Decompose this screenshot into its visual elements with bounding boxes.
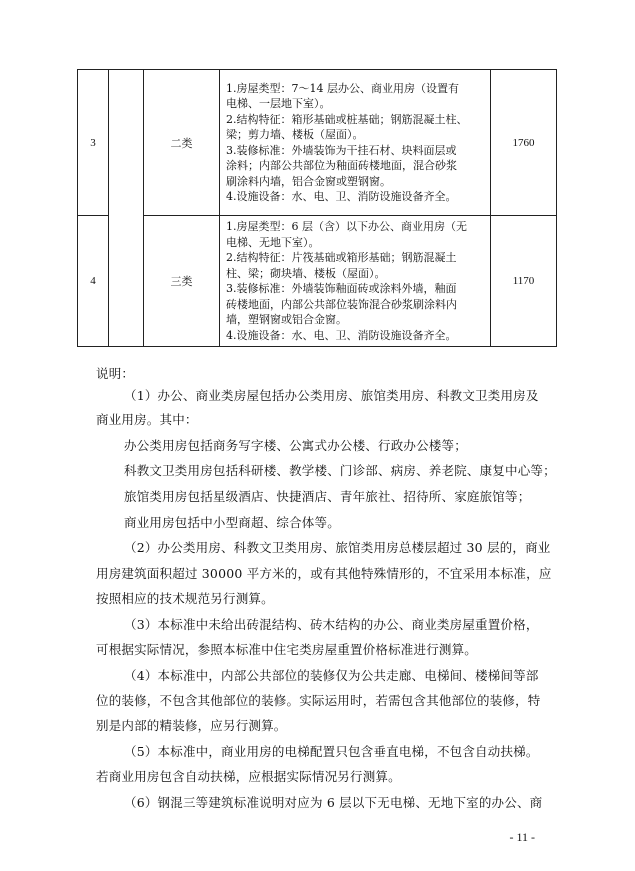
description-line: 3.装修标准：外墙装饰釉面砖或涂料外墙，釉面 bbox=[226, 282, 457, 295]
note-line: 用房建筑面积超过 30000 平方米的，或有其他特殊情形的，不宜采用本标准，应 bbox=[96, 566, 552, 581]
note-line: （5）本标准中，商业用房的电梯配置只包含垂直电梯，不包含自动扶梯。 bbox=[124, 744, 539, 759]
class-cell: 二类 bbox=[144, 70, 220, 216]
note-line: 旅馆类用房包括星级酒店、快捷酒店、青年旅社、招待所、家庭旅馆等； bbox=[124, 489, 531, 504]
description-line: 1.房屋类型：7～14 层办公、商业用房（设置有 bbox=[226, 81, 459, 95]
row-number: 4 bbox=[78, 216, 109, 347]
description-line: 1.房屋类型：6 层（含）以下办公、商业用房（无 bbox=[226, 220, 467, 233]
note-line: （4）本标准中，内部公共部位的装修仅为公共走廊、电梯间、楼梯间等部 bbox=[124, 668, 539, 683]
note-line: 商业用房包括中小型商超、综合体等。 bbox=[124, 515, 340, 530]
note-line: 科教文卫类用房包括科研楼、教学楼、门诊部、病房、养老院、康复中心等； bbox=[124, 463, 556, 478]
description-line: 电梯、一层地下室）。 bbox=[226, 97, 331, 110]
description-line: 墙，塑钢窗或铝合金窗。 bbox=[226, 313, 347, 326]
note-line: （3）本标准中未给出砖混结构、砖木结构的办公、商业类房屋重置价格， bbox=[124, 617, 539, 632]
row-number: 3 bbox=[78, 70, 109, 216]
description-line: 4.设施设备：水、电、卫、消防设施设备齐全。 bbox=[226, 328, 457, 342]
note-line: 若商业用房包含自动扶梯，应根据实际情况另行测算。 bbox=[96, 769, 401, 784]
note-line: 办公类用房包括商务写字楼、公寓式办公楼、行政办公楼等； bbox=[124, 438, 467, 453]
description-line: 电梯、无地下室）。 bbox=[226, 235, 320, 249]
note-line: 可根据实际情况，参照本标准中住宅类房屋重置价格标准进行测算。 bbox=[96, 642, 478, 657]
description-line: 砖楼地面，内部公共部位装饰混合砂浆刷涂料内 bbox=[226, 297, 457, 311]
description-line: 4.设施设备：水、电、卫、消防设施设备齐全。 bbox=[226, 190, 457, 203]
description-line: 涂料；内部公共部位为釉面砖楼地面，混合砂浆 bbox=[226, 159, 457, 172]
description-line: 柱、梁；砌块墙、楼板（屋面）。 bbox=[226, 266, 386, 280]
note-line: （1）办公、商业类房屋包括办公类用房、旅馆类用房、科教文卫类用房及 bbox=[124, 388, 539, 403]
note-line: 位的装修，不包含其他部位的装修。实际运用时，若需包含其他部位的装修，特 bbox=[96, 693, 541, 708]
description-line: 2.结构特征：片筏基础或箱形基础；钢筋混凝土 bbox=[226, 251, 457, 264]
price-cell: 1170 bbox=[491, 216, 557, 347]
note-line: 按照相应的技术规范另行测算。 bbox=[96, 591, 274, 606]
notes-heading: 说明： bbox=[96, 366, 135, 381]
note-line: 商业用房。其中： bbox=[96, 412, 198, 427]
note-line: 别是内部的精装修，应另行测算。 bbox=[96, 718, 287, 733]
description-line: 2.结构特征：箱形基础或桩基础；钢筋混凝土柱、 bbox=[226, 112, 468, 126]
page-number: - 11 - bbox=[509, 830, 535, 844]
description-line: 梁；剪力墙、楼板（屋面）。 bbox=[226, 128, 364, 141]
description-line: 3.装修标准：外墙装饰为干挂石材、块料面层或 bbox=[226, 143, 457, 157]
class-cell: 三类 bbox=[144, 216, 220, 347]
description-line: 刷涂料内墙，铝合金窗或塑钢窗。 bbox=[226, 174, 391, 188]
note-line: （6）钢混三等建筑标准说明对应为 6 层以下无电梯、无地下室的办公、商 bbox=[124, 795, 543, 810]
price-cell: 1760 bbox=[491, 70, 557, 216]
note-line: （2）办公类用房、科教文卫类用房、旅馆类用房总楼层超过 30 层的，商业 bbox=[124, 540, 551, 555]
